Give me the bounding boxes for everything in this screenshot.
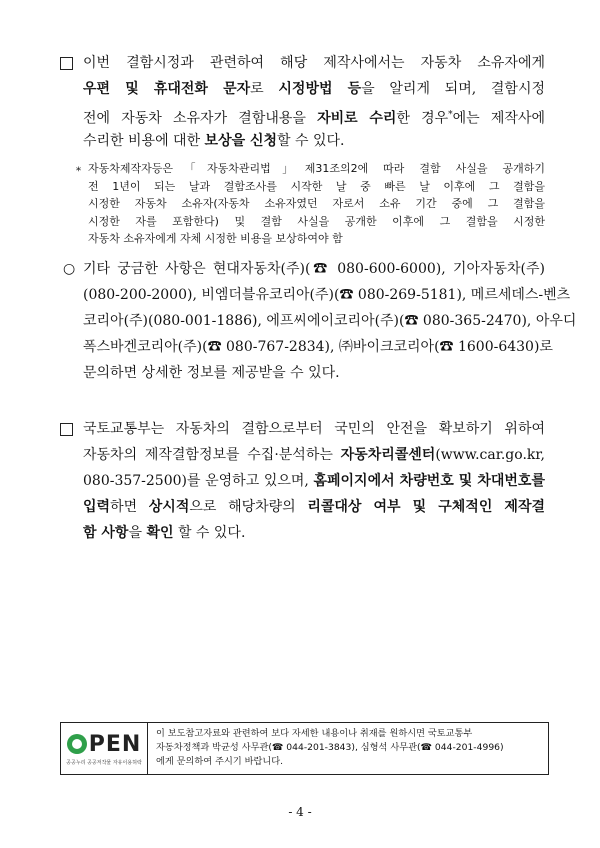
note-line: 자동차 소유자에게 자체 시정한 비용을 보상하여야 함 <box>88 232 343 245</box>
section-3-line: 국토교통부는 자동차의 결함으로부터 국민의 안전을 확보하기 위하여 <box>83 421 545 437</box>
section-1-line: 이번 결함시정과 관련하여 해당 제작사에서는 자동차 소유자에게 <box>83 55 545 71</box>
contact-line: 에게 문의하여 주시기 바랍니다. <box>156 756 284 767</box>
section-2-line: 기타 궁금한 사항은 현대자동차(주)(☎ 080-600-6000), 기아자동차(주) <box>83 261 545 277</box>
note-marker: * <box>76 166 81 177</box>
contact-line: 자동차정책과 박균성 사무관(☎ 044-201-3843), 심형석 사무관(☎ 044-201-4996) <box>156 742 504 753</box>
section-3-paragraph <box>83 416 545 546</box>
section-1-paragraph <box>83 50 545 154</box>
checkbox-bullet-2 <box>60 423 73 436</box>
section-2-line: 문의하면 상세한 정보를 제공받을 수 있다. <box>83 365 340 381</box>
checkbox-bullet-1 <box>60 57 73 70</box>
section-3-line: 함 사항을 확인 할 수 있다. <box>83 525 246 541</box>
footnote-paragraph <box>88 160 545 248</box>
section-1-line: 우편 및 휴대전화 문자로 시정방법 등을 알리게 되며, 결함시정 <box>83 81 545 97</box>
section-3-line: 080-357-2500)를 운영하고 있으며, 홈페이지에서 차량번호 및 차대번호를 <box>83 473 545 489</box>
section-1-line: 전에 자동차 소유자가 결함내용을 자비로 수리한 경우*에는 제작사에 <box>83 110 545 127</box>
section-2-line: 폭스바겐코리아(주)(☎ 080-767-2834), ㈜바이크코리아(☎ 1600-6430)로 <box>83 339 553 355</box>
note-line: 시정한 자를 포함한다) 및 결함 사실을 공개한 이후에 그 결함을 시정한 <box>88 214 545 228</box>
section-3-line: 자동차의 제작결함정보를 수집·분석하는 자동차리콜센터(www.car.go.kr, <box>83 447 545 463</box>
section-2-paragraph <box>83 256 577 386</box>
contact-info-box <box>60 722 549 775</box>
contact-text <box>148 723 512 774</box>
note-line: 시정한 자동차 소유자(자동차 소유자였던 자로서 소유 기간 중에 그 결함을 <box>88 197 545 210</box>
section-3-line: 입력하면 상시적으로 해당차량의 리콜대상 여부 및 구체적인 제작결 <box>83 499 545 515</box>
section-1-line: 수리한 비용에 대한 보상을 신청할 수 있다. <box>83 133 345 149</box>
open-o-icon <box>67 734 87 754</box>
page-number: - 4 - <box>288 805 312 819</box>
logo-subtext: 공공누리 공공저작물 자유이용허락 <box>66 759 142 766</box>
section-2-line: (080-200-2000), 비엠더블유코리아(주)(☎ 080-269-5181), 메르세데스-벤츠 <box>83 287 571 303</box>
note-line: 자동차제작자등은「자동차관리법」제31조의2에 따라 결함 사실을 공개하기 <box>88 162 545 175</box>
section-2-line: 코리아(주)(080-001-1886), 에프씨에이코리아(주)(☎ 080-365-2470), 아우디 <box>83 313 577 329</box>
logo-text: PEN <box>88 731 142 757</box>
circle-bullet: ○ <box>63 261 76 277</box>
note-line: 전 1년이 되는 날과 결함조사를 시작한 날 중 빠른 날 이후에 그 결함을 <box>88 179 545 193</box>
contact-line: 이 보도참고자료와 관련하여 보다 자세한 내용이나 취재를 원하시면 국토교통부 <box>156 728 473 739</box>
open-license-logo <box>61 723 148 774</box>
